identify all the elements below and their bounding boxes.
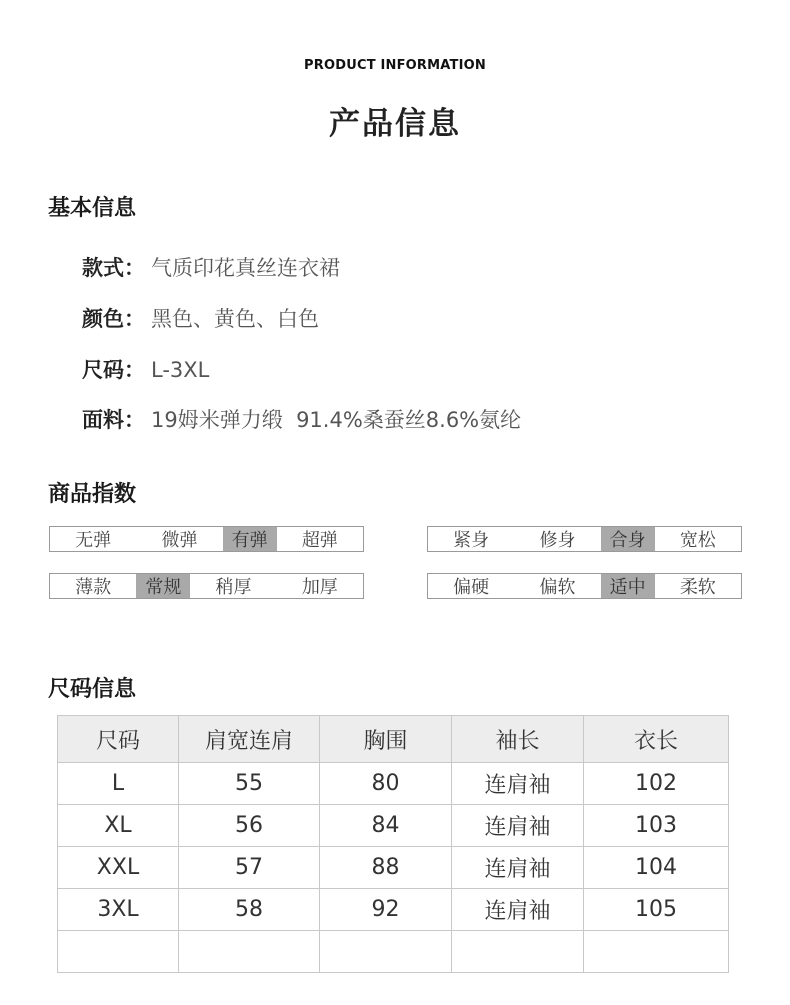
column-header: 衣长 xyxy=(584,716,729,763)
table-row xyxy=(58,889,729,931)
info-row-style xyxy=(82,255,340,281)
info-label: 面料： xyxy=(82,408,145,432)
info-value: 黑色、黄色、白色 xyxy=(151,307,319,331)
scale-option: 合身 xyxy=(601,527,655,551)
table-row xyxy=(58,931,729,973)
table-cell: 105 xyxy=(584,889,729,931)
scale-option: 修身 xyxy=(539,530,576,551)
table-cell: 57 xyxy=(179,847,320,889)
table-cell: 56 xyxy=(179,805,320,847)
scale-option: 稍厚 xyxy=(215,577,252,598)
elasticity-scale xyxy=(49,526,364,552)
scale-option: 柔软 xyxy=(679,577,716,598)
page-title: 产品信息 xyxy=(329,106,461,142)
table-cell xyxy=(179,931,320,973)
table-cell: 3XL xyxy=(58,889,179,931)
table-cell: 88 xyxy=(320,847,452,889)
table-cell: 连肩袖 xyxy=(452,847,584,889)
table-row xyxy=(58,805,729,847)
scale-option: 微弹 xyxy=(161,530,198,551)
table-cell: 104 xyxy=(584,847,729,889)
scale-option: 常规 xyxy=(136,574,190,598)
table-cell: 连肩袖 xyxy=(452,763,584,805)
scale-option: 无弹 xyxy=(75,530,112,551)
info-value: 气质印花真丝连衣裙 xyxy=(151,256,340,280)
size-info-heading: 尺码信息 xyxy=(48,677,137,702)
table-cell xyxy=(58,931,179,973)
info-label: 颜色： xyxy=(82,307,145,331)
table-cell: 连肩袖 xyxy=(452,805,584,847)
scale-option: 宽松 xyxy=(679,530,716,551)
scale-option: 适中 xyxy=(601,574,655,598)
info-label: 款式： xyxy=(82,256,145,280)
english-title: PRODUCT INFORMATION xyxy=(304,58,486,73)
column-header: 胸围 xyxy=(320,716,452,763)
table-cell: XL xyxy=(58,805,179,847)
table-row xyxy=(58,847,729,889)
column-header: 肩宽连肩 xyxy=(179,716,320,763)
scale-option: 有弹 xyxy=(223,527,277,551)
table-cell: 58 xyxy=(179,889,320,931)
table-cell xyxy=(320,931,452,973)
scale-option: 偏软 xyxy=(539,577,576,598)
table-cell: 103 xyxy=(584,805,729,847)
size-table xyxy=(57,715,729,973)
info-value: 19姆米弹力缎 91.4%桑蚕丝8.6%氨纶 xyxy=(151,408,522,432)
info-label: 尺码： xyxy=(82,358,145,382)
scale-option: 薄款 xyxy=(75,577,112,598)
table-cell: 102 xyxy=(584,763,729,805)
scale-option: 偏硬 xyxy=(453,577,490,598)
basic-info-heading: 基本信息 xyxy=(48,196,137,221)
table-cell: 84 xyxy=(320,805,452,847)
table-cell: XXL xyxy=(58,847,179,889)
column-header: 尺码 xyxy=(58,716,179,763)
scale-option: 紧身 xyxy=(453,530,490,551)
info-row-size xyxy=(82,357,209,383)
table-cell: 92 xyxy=(320,889,452,931)
product-index-heading: 商品指数 xyxy=(48,482,137,507)
table-header-row xyxy=(58,716,729,763)
table-cell: 55 xyxy=(179,763,320,805)
info-row-color xyxy=(82,306,319,332)
table-row xyxy=(58,763,729,805)
softness-scale xyxy=(427,573,742,599)
fit-scale xyxy=(427,526,742,552)
scale-option: 超弹 xyxy=(301,530,338,551)
table-cell: L xyxy=(58,763,179,805)
table-cell xyxy=(452,931,584,973)
table-cell xyxy=(584,931,729,973)
table-cell: 80 xyxy=(320,763,452,805)
table-cell: 连肩袖 xyxy=(452,889,584,931)
info-value: L-3XL xyxy=(151,358,210,382)
scale-option: 加厚 xyxy=(301,577,338,598)
info-row-fabric xyxy=(82,407,521,433)
thickness-scale xyxy=(49,573,364,599)
column-header: 袖长 xyxy=(452,716,584,763)
